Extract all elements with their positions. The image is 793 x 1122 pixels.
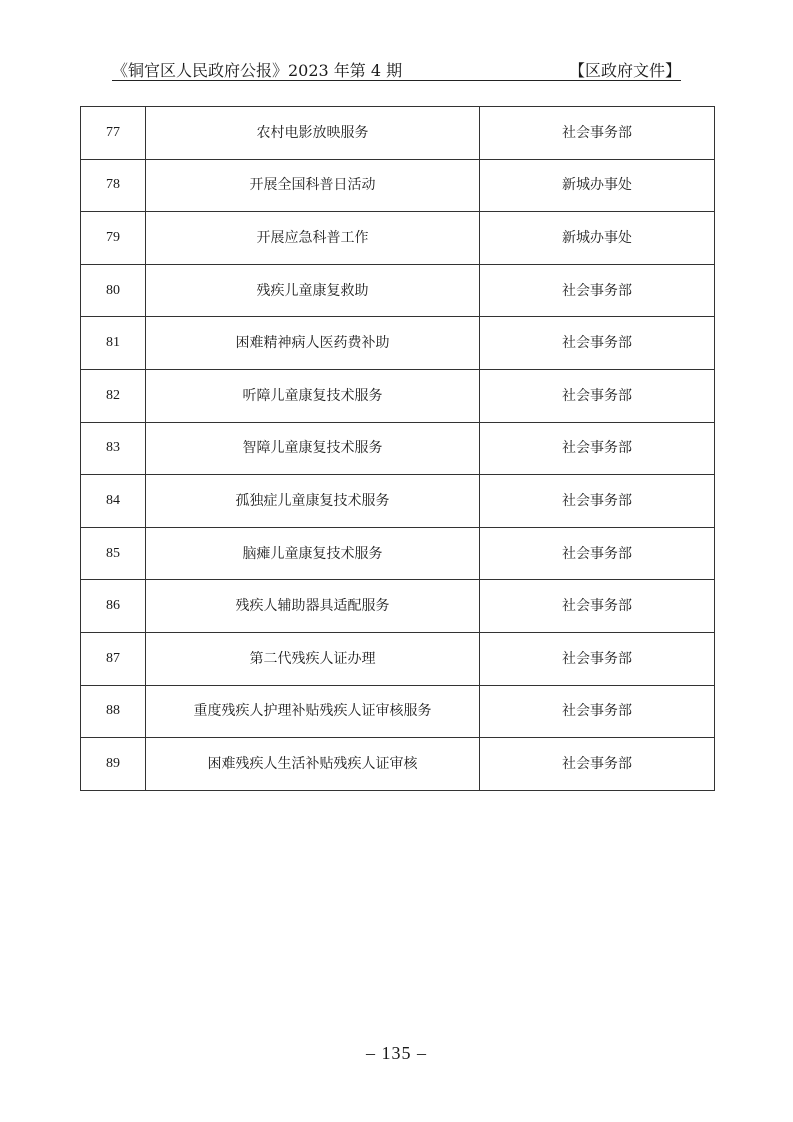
table-row [81,369,715,422]
publication-title: 《铜官区人民政府公报》2023 年第 4 期 [112,61,403,80]
section-label: 【区政府文件】 [568,61,681,80]
service-item-cell: 脑瘫儿童康复技术服务 [146,527,480,580]
table-row [81,580,715,633]
row-number-cell: 84 [81,475,146,528]
table-row [81,475,715,528]
service-item-cell: 农村电影放映服务 [146,107,480,160]
table-body [81,107,715,791]
department-cell: 社会事务部 [480,475,715,528]
department-cell: 新城办事处 [480,159,715,212]
row-number-cell: 85 [81,527,146,580]
row-number-cell: 88 [81,685,146,738]
page-header [112,54,681,81]
table-row [81,738,715,791]
row-number-cell: 77 [81,107,146,160]
service-item-cell: 开展应急科普工作 [146,212,480,265]
row-number-cell: 81 [81,317,146,370]
department-cell: 社会事务部 [480,580,715,633]
page-number: – 135 – [366,1043,427,1063]
row-number-cell: 79 [81,212,146,265]
service-item-cell: 重度残疾人护理补贴残疾人证审核服务 [146,685,480,738]
row-number-cell: 78 [81,159,146,212]
service-item-cell: 开展全国科普日活动 [146,159,480,212]
department-cell: 社会事务部 [480,738,715,791]
department-cell: 社会事务部 [480,369,715,422]
table-row [81,317,715,370]
service-item-cell: 残疾人辅助器具适配服务 [146,580,480,633]
table-row [81,685,715,738]
table-row [81,264,715,317]
table-row [81,422,715,475]
service-item-cell: 智障儿童康复技术服务 [146,422,480,475]
department-cell: 社会事务部 [480,264,715,317]
department-cell: 社会事务部 [480,632,715,685]
department-cell: 新城办事处 [480,212,715,265]
row-number-cell: 82 [81,369,146,422]
table-row [81,632,715,685]
service-item-cell: 第二代残疾人证办理 [146,632,480,685]
service-item-cell: 听障儿童康复技术服务 [146,369,480,422]
row-number-cell: 89 [81,738,146,791]
table-row [81,527,715,580]
table-row [81,159,715,212]
service-item-cell: 孤独症儿童康复技术服务 [146,475,480,528]
table-row [81,107,715,160]
department-cell: 社会事务部 [480,527,715,580]
department-cell: 社会事务部 [480,685,715,738]
table-row [81,212,715,265]
service-table [80,106,715,791]
row-number-cell: 87 [81,632,146,685]
row-number-cell: 83 [81,422,146,475]
department-cell: 社会事务部 [480,107,715,160]
department-cell: 社会事务部 [480,317,715,370]
row-number-cell: 86 [81,580,146,633]
department-cell: 社会事务部 [480,422,715,475]
row-number-cell: 80 [81,264,146,317]
service-item-cell: 困难残疾人生活补贴残疾人证审核 [146,738,480,791]
service-item-cell: 困难精神病人医药费补助 [146,317,480,370]
service-item-cell: 残疾儿童康复救助 [146,264,480,317]
